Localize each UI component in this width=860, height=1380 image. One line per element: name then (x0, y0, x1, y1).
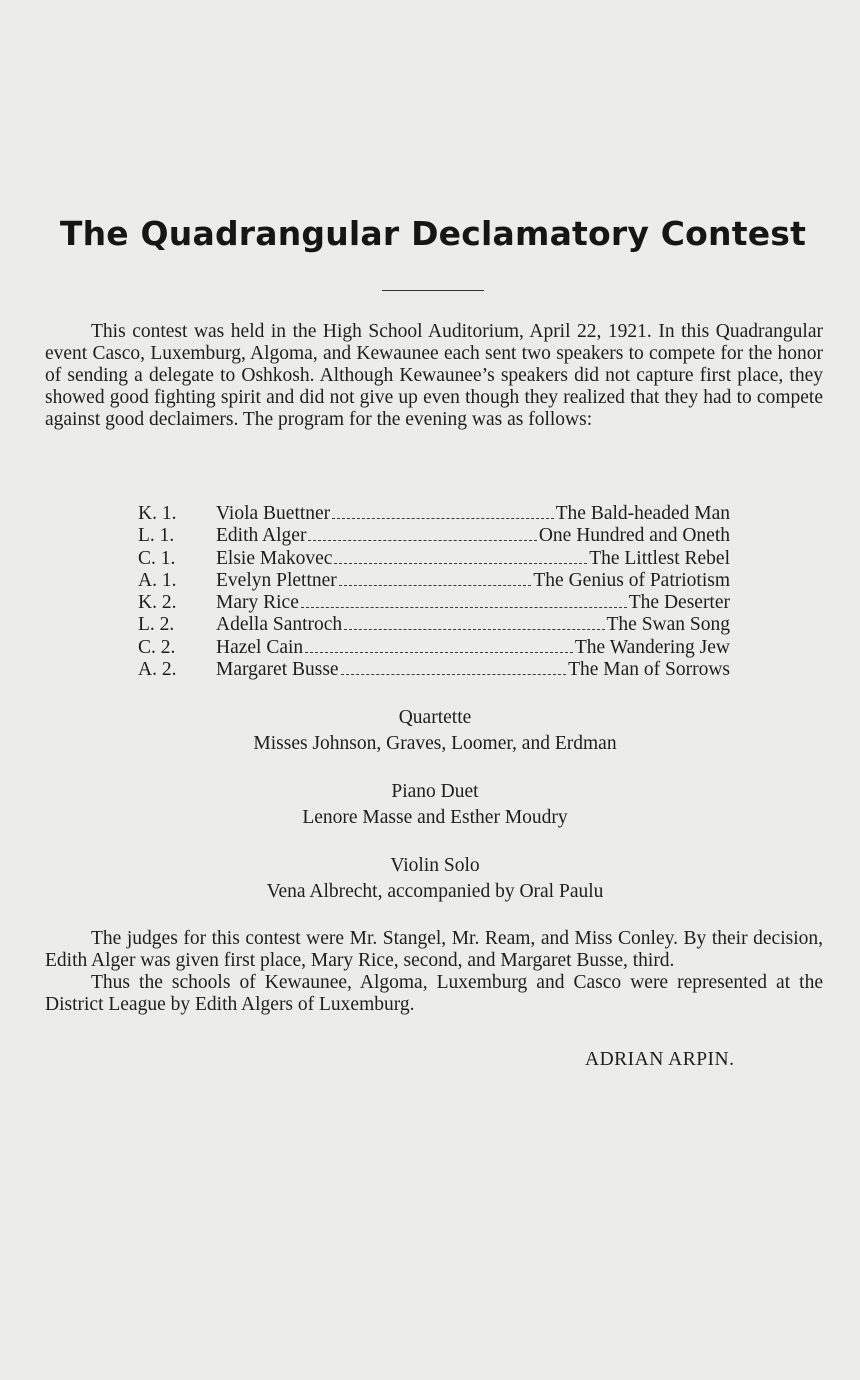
program-speaker: Evelyn Plettner (216, 569, 337, 591)
program-row (138, 614, 730, 636)
leader-line (339, 585, 532, 586)
quartette-section (40, 705, 830, 757)
author-signature: ADRIAN ARPIN. (585, 1049, 735, 1070)
program-code: C. 2. (138, 636, 176, 658)
program-speaker: Margaret Busse (216, 659, 339, 681)
program-piece: The Deserter (628, 592, 730, 614)
program-row (138, 637, 730, 659)
closing-paragraphs (45, 928, 823, 1016)
quartette-heading: Quartette (398, 707, 472, 728)
program-row (138, 592, 730, 614)
program-code: A. 2. (138, 659, 177, 681)
program-speaker: Adella Santroch (216, 614, 343, 636)
program-speaker: Mary Rice (216, 592, 299, 614)
program-row (138, 659, 730, 681)
program-piece: The Wandering Jew (574, 636, 730, 658)
closing-text: Thus the schools of Kewaunee, Algoma, Luxemburg and Casco were represented at the District League by Edith Algers of Luxemburg. (45, 972, 823, 1015)
program-piece: The Genius of Patriotism (533, 569, 730, 591)
leader-line (301, 607, 627, 608)
program-row (138, 548, 730, 570)
program-row (138, 503, 730, 525)
violin-solo-heading: Violin Solo (390, 855, 480, 876)
leader-line (332, 518, 553, 519)
program-piece: One Hundred and Oneth (538, 525, 730, 547)
intro-paragraph (45, 321, 823, 431)
leader-line (334, 563, 587, 564)
intro-text: This contest was held in the High School Auditorium, April 22, 1921. In this Quadrangular event Casco, Luxemburg, Algoma, and Kewaunee each sent two speakers to compete for the honor of sending a delegate to Oshkosh. Although Kewaunee’s speakers did not capture first place, they showed good fighting spirit and did not give up even though they realized that they had to compete against good declaimers. The program for the evening was as follows: (45, 321, 823, 430)
judges-text: The judges for this contest were Mr. Stangel, Mr. Ream, and Miss Conley. By their decision, Edith Alger was given first place, Mary Rice, second, and Margaret Busse, third. (45, 928, 823, 971)
program-speaker: Edith Alger (216, 525, 307, 547)
leader-line (341, 674, 566, 675)
page-title: The Quadrangular Declamatory Contest (59, 214, 807, 253)
program-code: L. 2. (138, 614, 175, 636)
program-speaker: Elsie Makovec (216, 547, 333, 569)
program-code: K. 1. (138, 503, 177, 524)
program-code: A. 1. (138, 569, 177, 591)
program-row (138, 570, 730, 592)
quartette-performers: Misses Johnson, Graves, Loomer, and Erdman (253, 733, 617, 754)
piano-duet-performers: Lenore Masse and Esther Moudry (302, 807, 568, 828)
program-code: L. 1. (138, 525, 175, 547)
leader-line (305, 652, 573, 653)
program-list (138, 503, 730, 681)
program-piece: The Man of Sorrows (568, 659, 730, 681)
violin-solo-section (40, 853, 830, 905)
leader-line (308, 540, 536, 541)
piano-duet-heading: Piano Duet (391, 781, 479, 802)
violin-solo-performers: Vena Albrecht, accompanied by Oral Paulu (266, 881, 604, 902)
piano-duet-section (40, 779, 830, 831)
program-piece: The Littlest Rebel (589, 547, 730, 569)
program-row (138, 525, 730, 547)
title-divider (382, 290, 484, 291)
program-piece: The Bald-headed Man (555, 503, 730, 524)
program-code: K. 2. (138, 592, 177, 614)
leader-line (344, 629, 604, 630)
program-speaker: Viola Buettner (216, 503, 331, 524)
program-code: C. 1. (138, 547, 176, 569)
program-speaker: Hazel Cain (216, 636, 304, 658)
program-piece: The Swan Song (606, 614, 730, 636)
